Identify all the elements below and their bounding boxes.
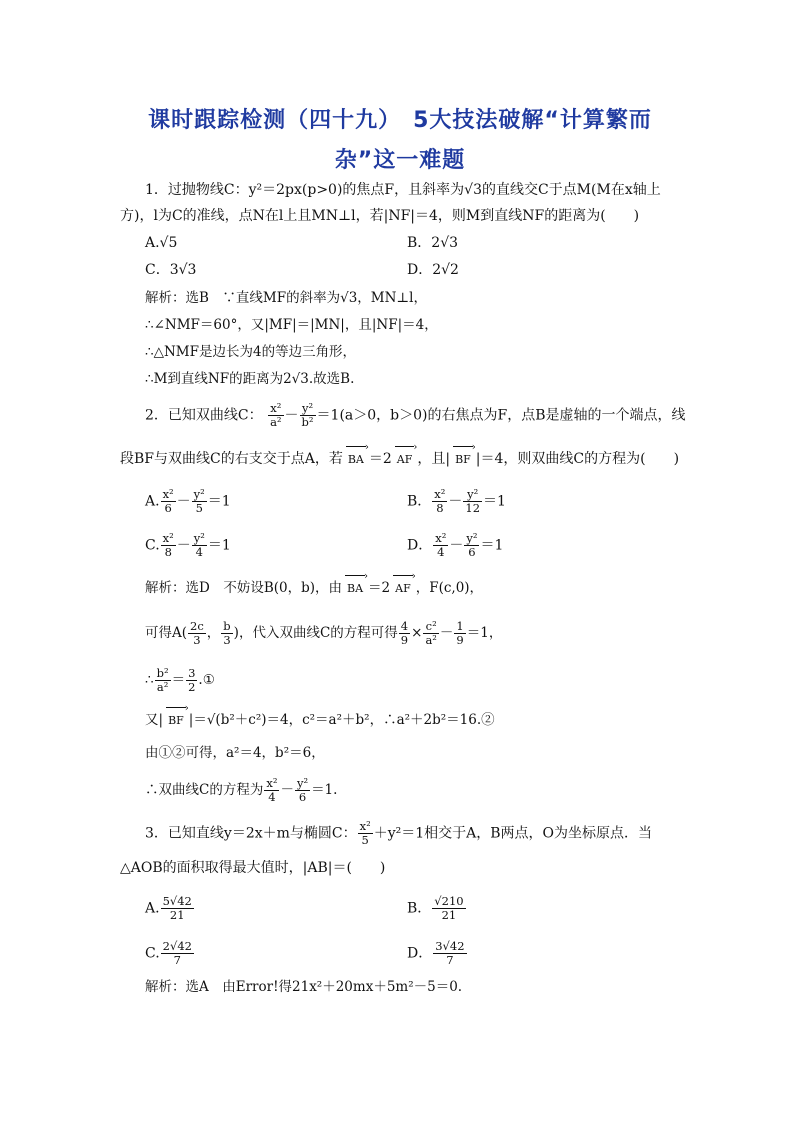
q2-solution-line-5: 由①②可得，a²＝4，b²＝6， [145, 745, 325, 761]
q3-option-b: B． $\frac{√210}{21}$ [407, 894, 464, 922]
q2-solution-line-1: 解析：选D 不妨设B(0，b)，由 BA › ＝2 AF › ，F(c,0)， [145, 578, 483, 599]
q2-solution-line-6: ∴双曲线C的方程为 $\frac{\text{x²}}{4}$ － $\frac{\text{y²}}{6}$ ＝1. [145, 776, 338, 804]
vector-ba: BA › [346, 450, 366, 470]
q3-solution-line-1: 解析：选A 由Error!得21x²＋20mx＋5m²－5＝0. [145, 979, 463, 995]
q2-option-b: B． $\frac{\text{x²}}{8}$ － $\frac{\text{y²}}{12}$ ＝1 [407, 487, 506, 515]
q2-fraction-x2-a2: $\frac{\text{x²}}{\text{a²}}$ [270, 401, 282, 429]
q2-option-a: A. $\frac{\text{x²}}{6}$ － $\frac{\text{y²}}{5}$ ＝1 [145, 487, 231, 515]
page-title-line-1: 课时跟踪检测（四十九） 5大技法破解“计算繁而 [148, 108, 652, 133]
q2-stem-line-1: 2．已知双曲线C： $\frac{\text{x²}}{\text{a²}}$ － $\frac{\text{y²}}{\text{b²}}$ ＝1(a＞0，b＞0)的右焦点为F，点B是虚轴的一个端点，线 [145, 401, 686, 429]
q1-solution-line-1: 解析：选B ∵直线MF的斜率为√3，MN⊥l， [145, 290, 427, 306]
q3-option-a: A. $\frac{5√42}{21}$ [145, 894, 192, 922]
q3-stem-line-1: 3．已知直线y＝2x＋m与椭圆C： $\frac{\text{x²}}{5}$ ＋y²＝1相交于A，B两点，O为坐标原点．当 [145, 819, 653, 847]
q1-solution-line-3: ∴△NMF是边长为4的等边三角形， [145, 344, 357, 360]
q2-option-c: C. $\frac{\text{x²}}{8}$ － $\frac{\text{y²}}{4}$ ＝1 [145, 531, 231, 559]
q1-stem-line-1: 1．过抛物线C：y²＝2px(p>0)的焦点F，且斜率为√3的直线交C于点M(M在x轴上 [145, 182, 661, 198]
q1-option-a: A.√5 [145, 235, 178, 251]
vector-af: AF › [393, 579, 413, 599]
vector-af: AF › [395, 450, 415, 470]
q1-stem-line-2: 方)，l为C的准线，点N在l上且MN⊥l，若|NF|＝4，则M到直线NF的距离为( ) [120, 208, 640, 224]
q2-stem-prefix: 2．已知双曲线C： [145, 407, 263, 424]
q1-solution-line-2: ∴∠NMF＝60°，又|MF|＝|MN|，且|NF|＝4， [145, 317, 438, 333]
q2-stem-suffix: ＝1(a＞0，b＞0)的右焦点为F，点B是虚轴的一个端点，线 [316, 407, 686, 424]
q3-option-d: D． $\frac{3√42}{7}$ [407, 939, 465, 967]
q1-option-b: B．2√3 [407, 235, 459, 251]
q2-solution-line-3: ∴ $\frac{\text{b²}}{\text{a²}}$ ＝ $\frac{3}{2}$ .① [145, 666, 215, 694]
q2-solution-line-2: 可得A( $\frac{2c}{3}$ ， $\frac{b}{3}$ )，代入双曲线C的方程可得 $\frac{4}{9}$ × $\frac{\text{c²}}{\text{a²}}$ － $\frac{1}{9}$ ＝1， [145, 619, 503, 647]
vector-bf: BF › [166, 711, 186, 731]
q2-fraction-y2-b2: $\frac{\text{y²}}{\text{b²}}$ [301, 401, 314, 429]
q2-stem-line-2: 段BF与双曲线C的右支交于点A，若 BA › ＝2 AF › ，且| BF › |＝4，则双曲线C的方程为( ) [120, 449, 679, 470]
vector-ba: BA › [345, 579, 365, 599]
q3-option-c: C. $\frac{2√42}{7}$ [145, 939, 192, 967]
vector-bf: BF › [453, 450, 473, 470]
q1-option-d: D．2√2 [407, 262, 459, 278]
page-title-line-2: 杂”这一难题 [334, 148, 466, 173]
q1-option-c: C．3√3 [145, 262, 197, 278]
q1-solution-line-4: ∴M到直线NF的距离为2√3.故选B. [145, 371, 355, 387]
q2-solution-line-4: 又| BF › |＝√(b²＋c²)＝4，c²＝a²＋b²，∴a²＋2b²＝16.② [145, 710, 495, 731]
q3-stem-line-2: △AOB的面积取得最大值时，|AB|＝( ) [120, 860, 386, 876]
q2-option-d: D． $\frac{\text{x²}}{4}$ － $\frac{\text{y²}}{6}$ ＝1 [407, 531, 504, 559]
